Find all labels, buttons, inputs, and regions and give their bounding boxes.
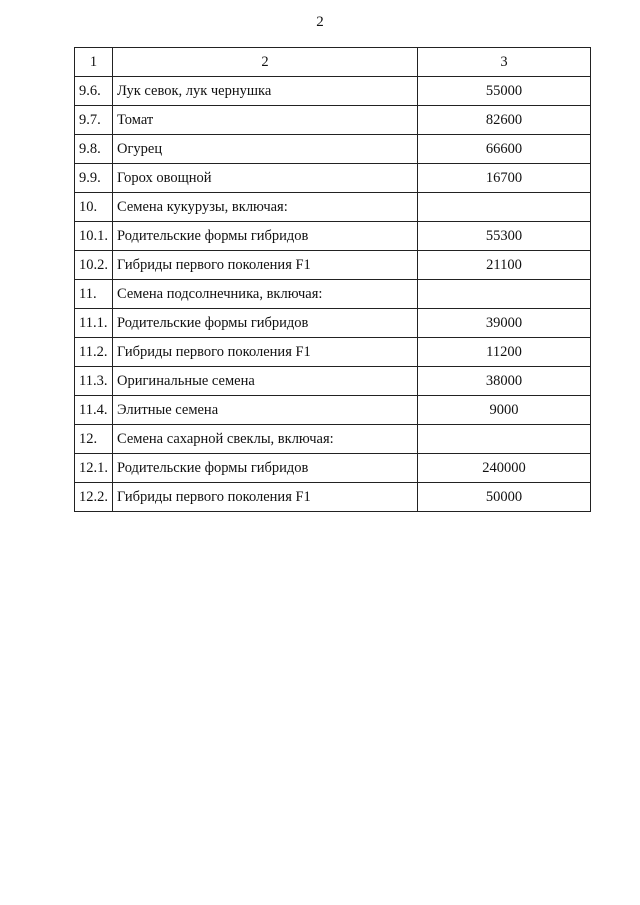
row-name: Элитные семена <box>113 396 418 425</box>
row-name: Гибриды первого поколения F1 <box>113 251 418 280</box>
table-row <box>75 251 591 280</box>
row-name: Гибриды первого поколения F1 <box>113 483 418 512</box>
row-value: 9000 <box>418 396 591 425</box>
table-row <box>75 338 591 367</box>
row-number: 11.4. <box>75 396 113 425</box>
row-number: 9.6. <box>75 77 113 106</box>
data-table <box>74 47 591 512</box>
row-name: Семена подсолнечника, включая: <box>113 280 418 309</box>
row-name: Горох овощной <box>113 164 418 193</box>
page-number: 2 <box>316 14 324 30</box>
table-row <box>75 135 591 164</box>
row-number: 10.1. <box>75 222 113 251</box>
row-name: Родительские формы гибридов <box>113 454 418 483</box>
row-number: 12.2. <box>75 483 113 512</box>
row-name: Семена кукурузы, включая: <box>113 193 418 222</box>
row-name: Семена сахарной свеклы, включая: <box>113 425 418 454</box>
table-row <box>75 309 591 338</box>
row-name: Лук севок, лук чернушка <box>113 77 418 106</box>
row-value <box>418 193 591 222</box>
row-value <box>418 280 591 309</box>
column-header-name: 2 <box>113 48 418 77</box>
row-value: 21100 <box>418 251 591 280</box>
table-row <box>75 396 591 425</box>
row-value: 55000 <box>418 77 591 106</box>
row-number: 11. <box>75 280 113 309</box>
table-row <box>75 164 591 193</box>
row-value: 39000 <box>418 309 591 338</box>
table-row <box>75 425 591 454</box>
row-value <box>418 425 591 454</box>
row-number: 11.1. <box>75 309 113 338</box>
column-header-number: 1 <box>75 48 113 77</box>
row-number: 12.1. <box>75 454 113 483</box>
row-value: 50000 <box>418 483 591 512</box>
table-row <box>75 280 591 309</box>
table-row <box>75 483 591 512</box>
row-name: Огурец <box>113 135 418 164</box>
row-number: 9.9. <box>75 164 113 193</box>
row-name: Родительские формы гибридов <box>113 309 418 338</box>
row-value: 82600 <box>418 106 591 135</box>
row-number: 10. <box>75 193 113 222</box>
column-header-value: 3 <box>418 48 591 77</box>
row-number: 11.2. <box>75 338 113 367</box>
row-name: Родительские формы гибридов <box>113 222 418 251</box>
row-name: Томат <box>113 106 418 135</box>
row-value: 11200 <box>418 338 591 367</box>
row-name: Гибриды первого поколения F1 <box>113 338 418 367</box>
table-row <box>75 77 591 106</box>
table-row <box>75 367 591 396</box>
row-number: 11.3. <box>75 367 113 396</box>
row-number: 12. <box>75 425 113 454</box>
row-value: 55300 <box>418 222 591 251</box>
row-value: 66600 <box>418 135 591 164</box>
row-value: 16700 <box>418 164 591 193</box>
table-row <box>75 454 591 483</box>
table-header-row <box>75 48 591 77</box>
row-value: 38000 <box>418 367 591 396</box>
table-row <box>75 193 591 222</box>
row-number: 9.8. <box>75 135 113 164</box>
table-row <box>75 222 591 251</box>
table-row <box>75 106 591 135</box>
row-number: 9.7. <box>75 106 113 135</box>
row-name: Оригинальные семена <box>113 367 418 396</box>
row-number: 10.2. <box>75 251 113 280</box>
row-value: 240000 <box>418 454 591 483</box>
